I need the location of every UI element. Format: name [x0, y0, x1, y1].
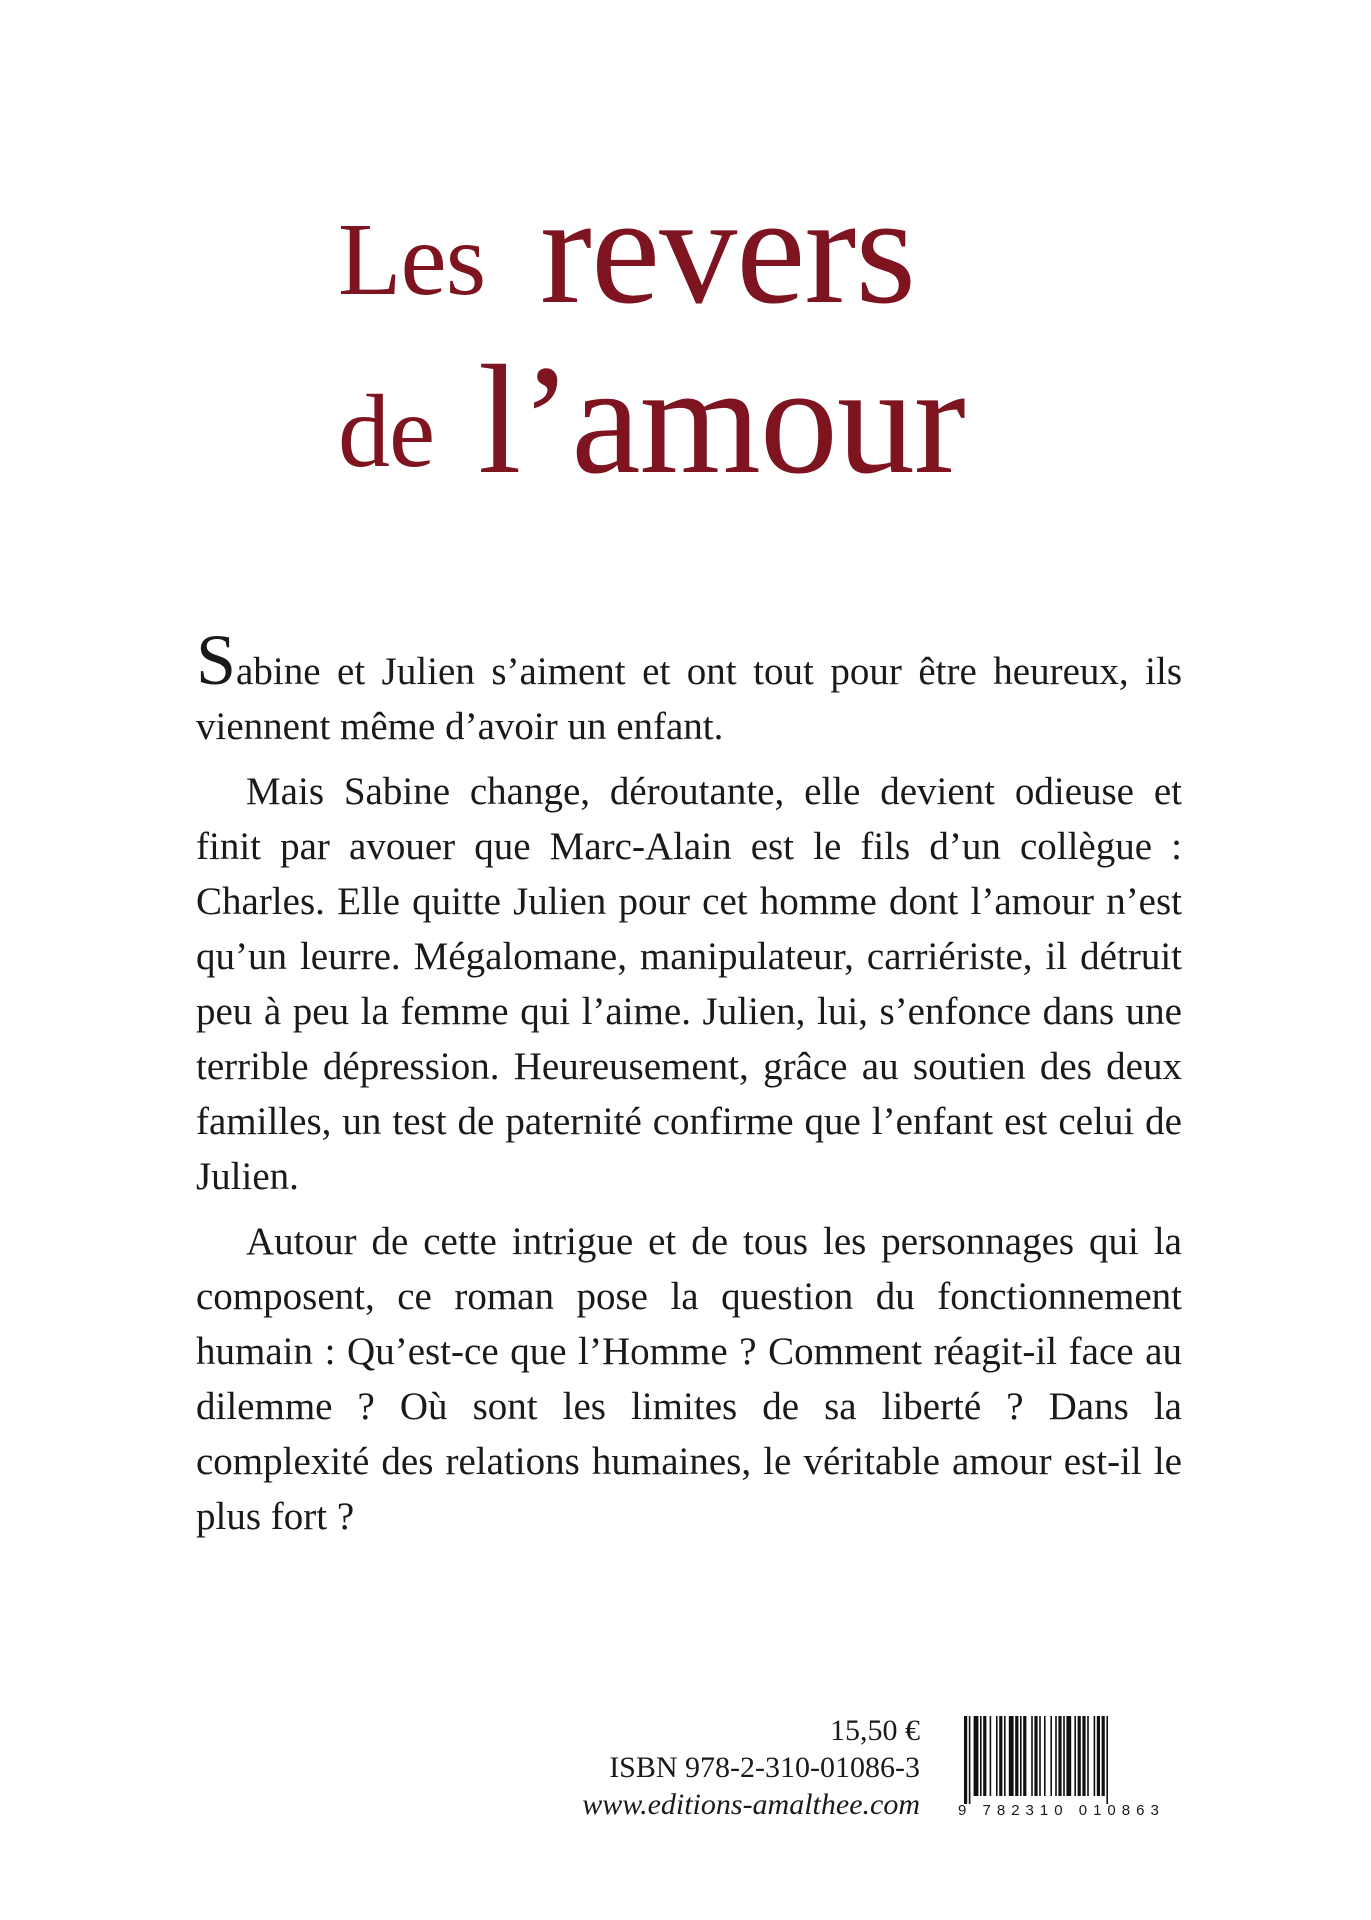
barcode-bar [1039, 1716, 1041, 1796]
drop-cap: S [196, 620, 237, 700]
isbn: ISBN 978-2-310-01086-3 [609, 1751, 920, 1784]
barcode-bar [1097, 1716, 1100, 1796]
barcode-bar [1078, 1716, 1081, 1796]
barcode-bar [1034, 1716, 1037, 1796]
synopsis-paragraph-3: Autour de cette intrigue et de tous les personnages qui la composent, ce roman pose la question du fonctionnement humain : Qu’est-ce que l’Homme ? Comment réagit-il face au dilemme ? Où sont les limites de sa liberté ? Dans la complexité des relations humaines, le véritable amour est-il le plus fort ? [196, 1220, 1182, 1538]
barcode-bar [1082, 1716, 1085, 1796]
barcode-bar [996, 1716, 998, 1796]
barcode-bar [964, 1716, 967, 1804]
synopsis-paragraph-1-text: abine et Julien s’aiment et ont tout pour être heureux, ils viennent même d’avoir un enfant. [196, 650, 1182, 748]
barcode-bar [1066, 1716, 1071, 1796]
price: 15,50 € [830, 1714, 920, 1747]
title-word-revers: revers [540, 163, 916, 336]
publication-info [560, 1712, 920, 1823]
barcode-bar [1102, 1716, 1105, 1796]
title-word-de: de [338, 374, 435, 489]
barcode-bar [1023, 1716, 1026, 1796]
barcode-bar [1094, 1716, 1096, 1796]
barcode-bar [1044, 1716, 1046, 1796]
barcode-bar [999, 1716, 1002, 1796]
barcode-bar [990, 1716, 992, 1796]
barcode-bar [1087, 1716, 1089, 1796]
barcode-bar [1004, 1716, 1006, 1796]
barcode-bar [974, 1716, 979, 1796]
synopsis [196, 620, 1182, 1554]
barcode-bar [1058, 1716, 1061, 1796]
title-word-les: Les [338, 202, 486, 317]
barcode-bar [983, 1716, 986, 1796]
isbn-barcode [958, 1716, 1190, 1826]
barcode-bar [1106, 1716, 1108, 1804]
barcode-bar [1015, 1716, 1018, 1796]
barcode-bars [958, 1716, 1190, 1804]
barcode-bar [1074, 1716, 1076, 1796]
title-word-amour: l’amour [478, 333, 965, 506]
synopsis-paragraph-2: Mais Sabine change, déroutante, elle devient odieuse et finit par avouer que Marc-Alain est le fils d’un collègue : Charles. Elle quitte Julien pour cet homme dont l’amour n’est qu’un leurre. Mégalomane, manipulateur, carriériste, il détruit peu à peu la femme qui l’aime. Julien, lui, s’enfonce dans une terrible dépression. Heureusement, grâce au soutien des deux familles, un test de paternité confirme que l’enfant est celui de Julien. [196, 770, 1182, 1198]
barcode-digits: 9 782310 010863 [958, 1802, 1165, 1819]
barcode-bar [1031, 1716, 1033, 1796]
barcode-bar [1050, 1716, 1052, 1796]
barcode-bar [1063, 1716, 1065, 1796]
barcode-bar [969, 1716, 971, 1804]
synopsis-paragraph-1 [196, 620, 1182, 754]
barcode-bar [1020, 1716, 1022, 1796]
barcode-bar [980, 1716, 982, 1796]
barcode-bar [1009, 1716, 1014, 1796]
publisher-website: www.editions-amalthee.com [582, 1788, 920, 1821]
barcode-bar [1055, 1716, 1057, 1796]
